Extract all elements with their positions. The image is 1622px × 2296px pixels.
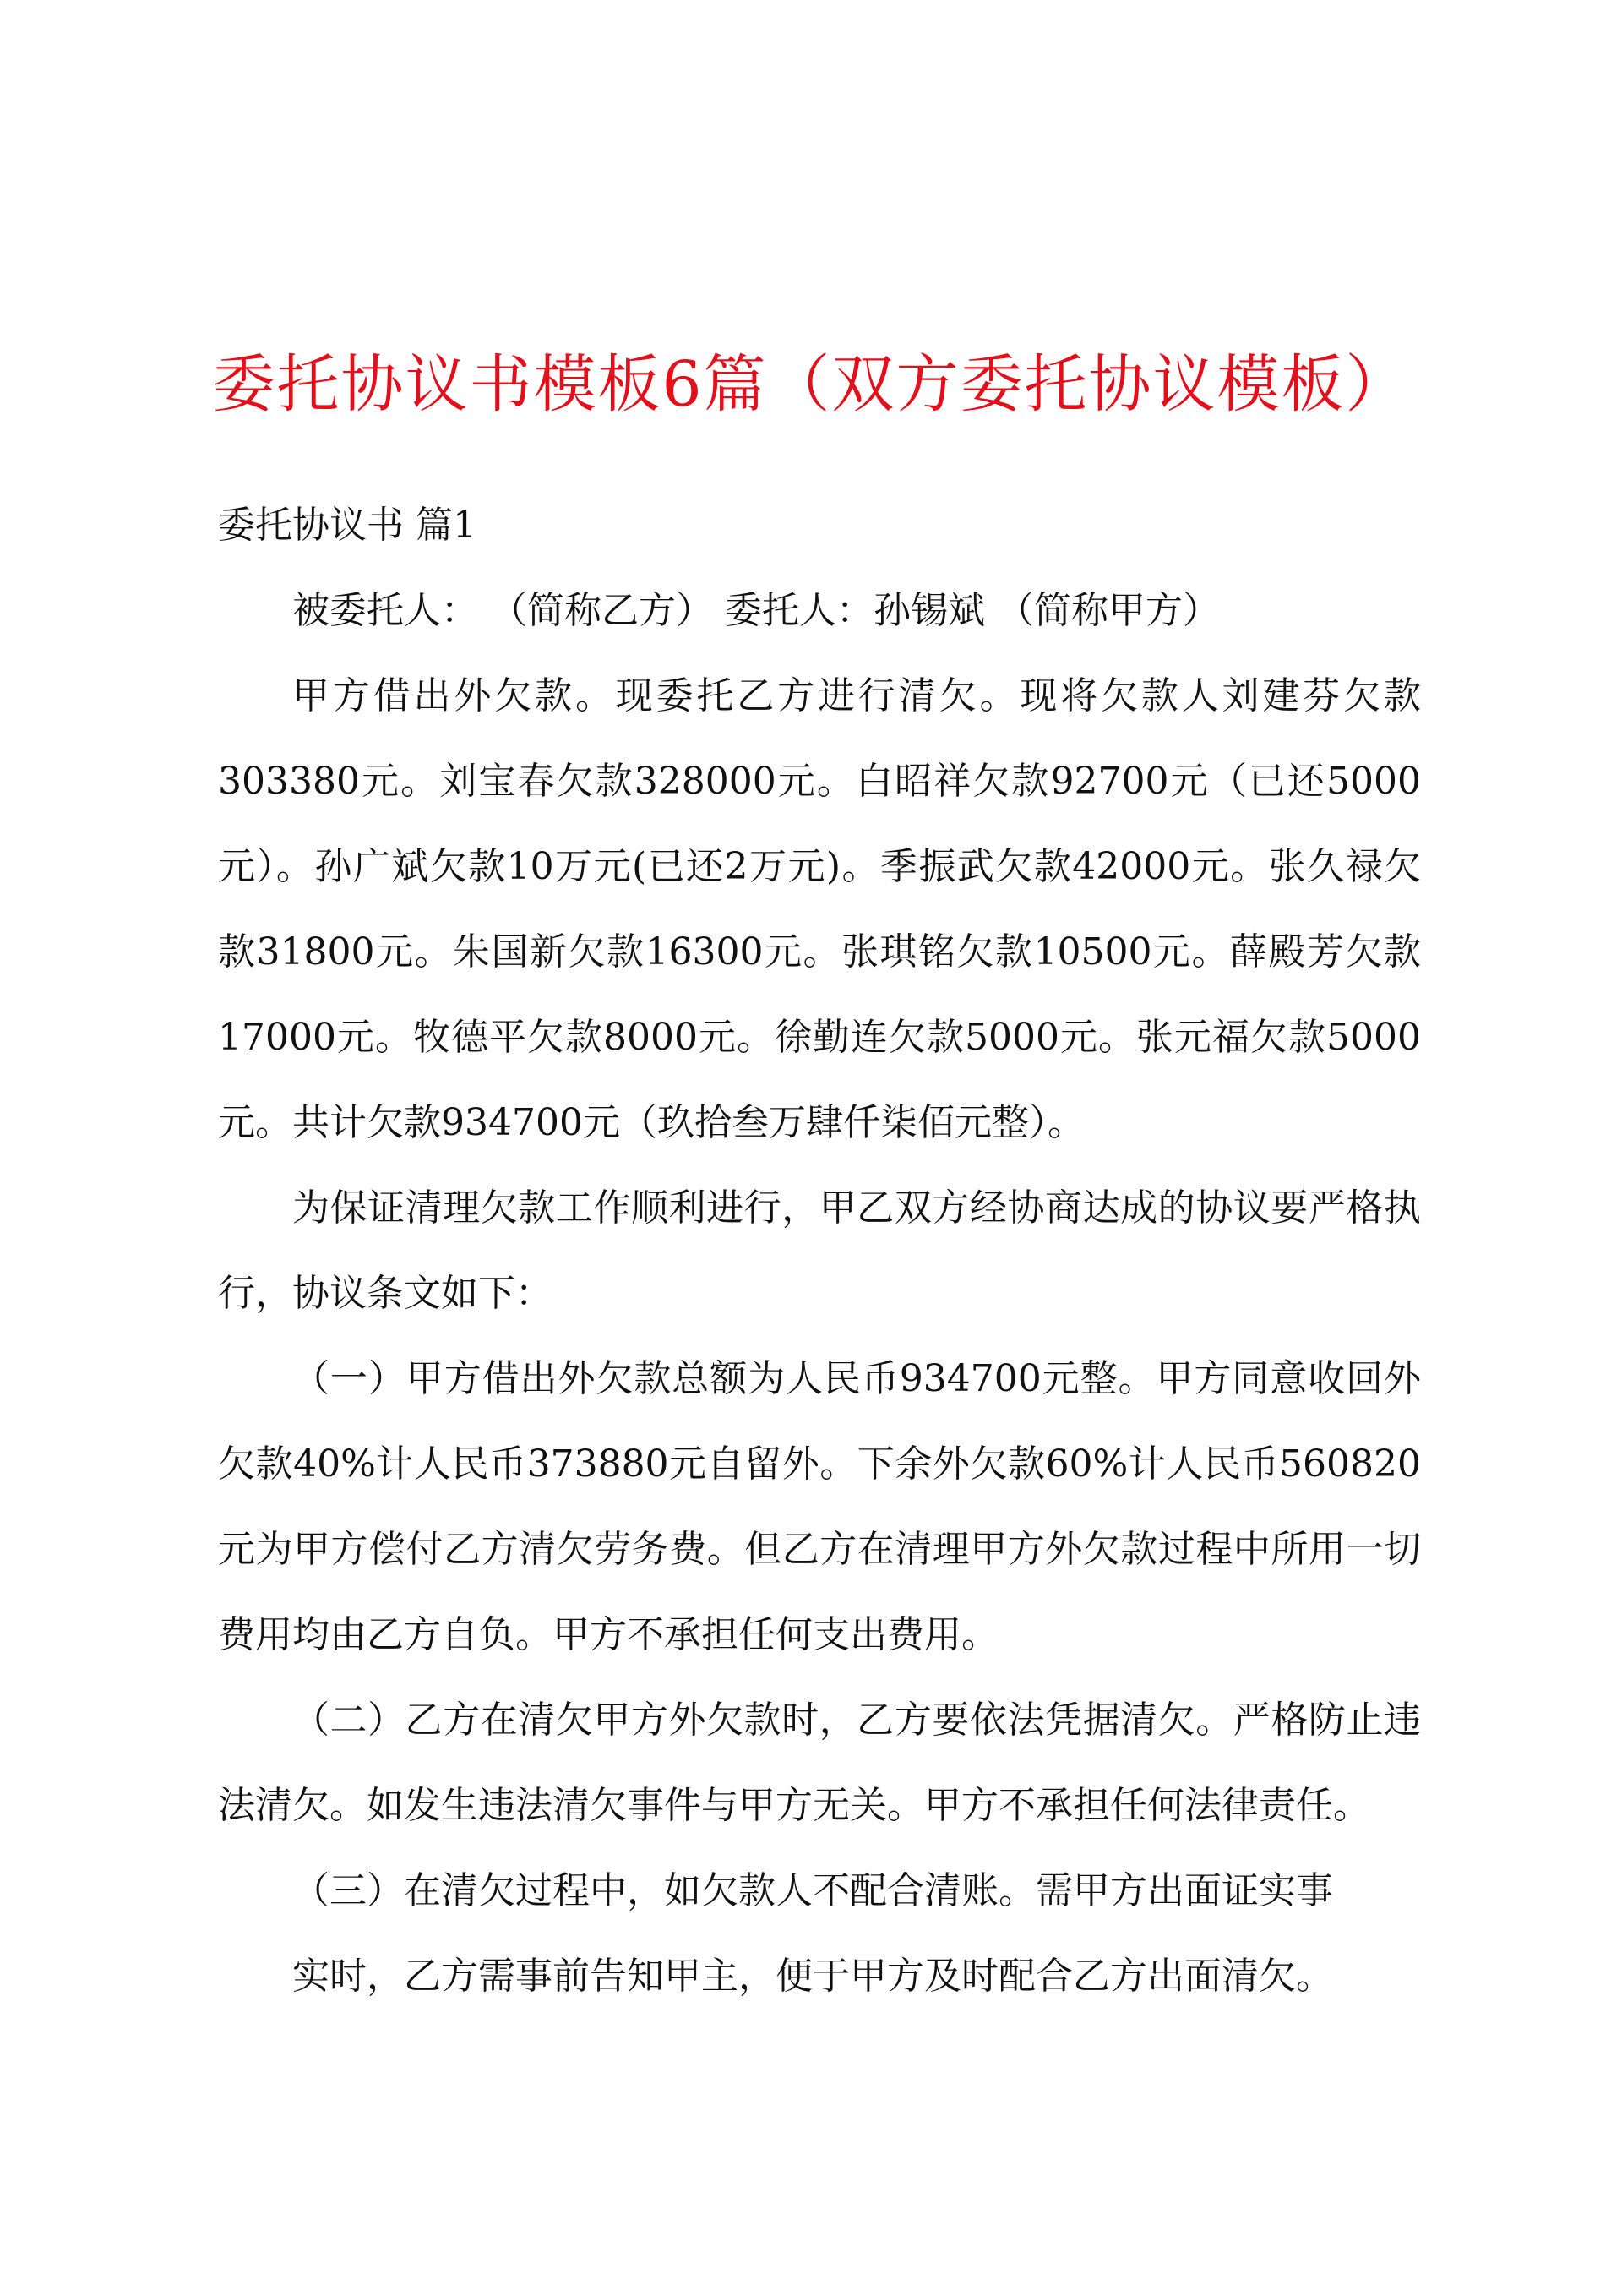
paragraph-purpose: 为保证清理欠款工作顺利进行，甲乙双方经协商达成的协议要严格执行，协议条文如下： [218,1186,1421,1315]
clause-one: （一）甲方借出外欠款总额为人民币934700元整。甲方同意收回外欠款40%计人民币373880元自留外。下余外欠款60%计人民币560820元为甲方偿付乙方清欠劳务费。但乙方在清理甲方外欠款过程中所用一切费用均由乙方自负。甲方不承担任何支出费用。 [218,1357,1421,1656]
clause-three: （三）在清欠过程中，如欠款人不配合清账。需甲方出面证实事 [292,1869,1333,1912]
document-title: 委托协议书模板6篇（双方委托协议模板） [212,348,1410,421]
document-body [218,483,1421,2019]
paragraph-debts: 甲方借出外欠款。现委托乙方进行清欠。现将欠款人刘建芬欠款303380元。刘宝春欠款328000元。白昭祥欠款92700元（已还5000元）。孙广斌欠款10万元(已还2万元)。季振武欠款42000元。张久禄欠款31800元。朱国新欠款16300元。张琪铭欠款10500元。薛殿芳欠款17000元。牧德平欠款8000元。徐勤连欠款5000元。张元福欠款5000元。共计欠款934700元（玖拾叁万肆仟柒佰元整）。 [218,674,1421,1144]
clause-three-continued: 实时，乙方需事前告知甲主，便于甲方及时配合乙方出面清欠。 [292,1955,1333,1998]
paragraph-parties: 被委托人： （简称乙方） 委托人：孙锡斌 （简称甲方） [292,589,1220,632]
section-heading: 委托协议书 篇1 [218,504,476,547]
clause-two: （二）乙方在清欠甲方外欠款时，乙方要依法凭据清欠。严格防止违法清欠。如发生违法清欠事件与甲方无关。甲方不承担任何法律责任。 [218,1699,1421,1827]
